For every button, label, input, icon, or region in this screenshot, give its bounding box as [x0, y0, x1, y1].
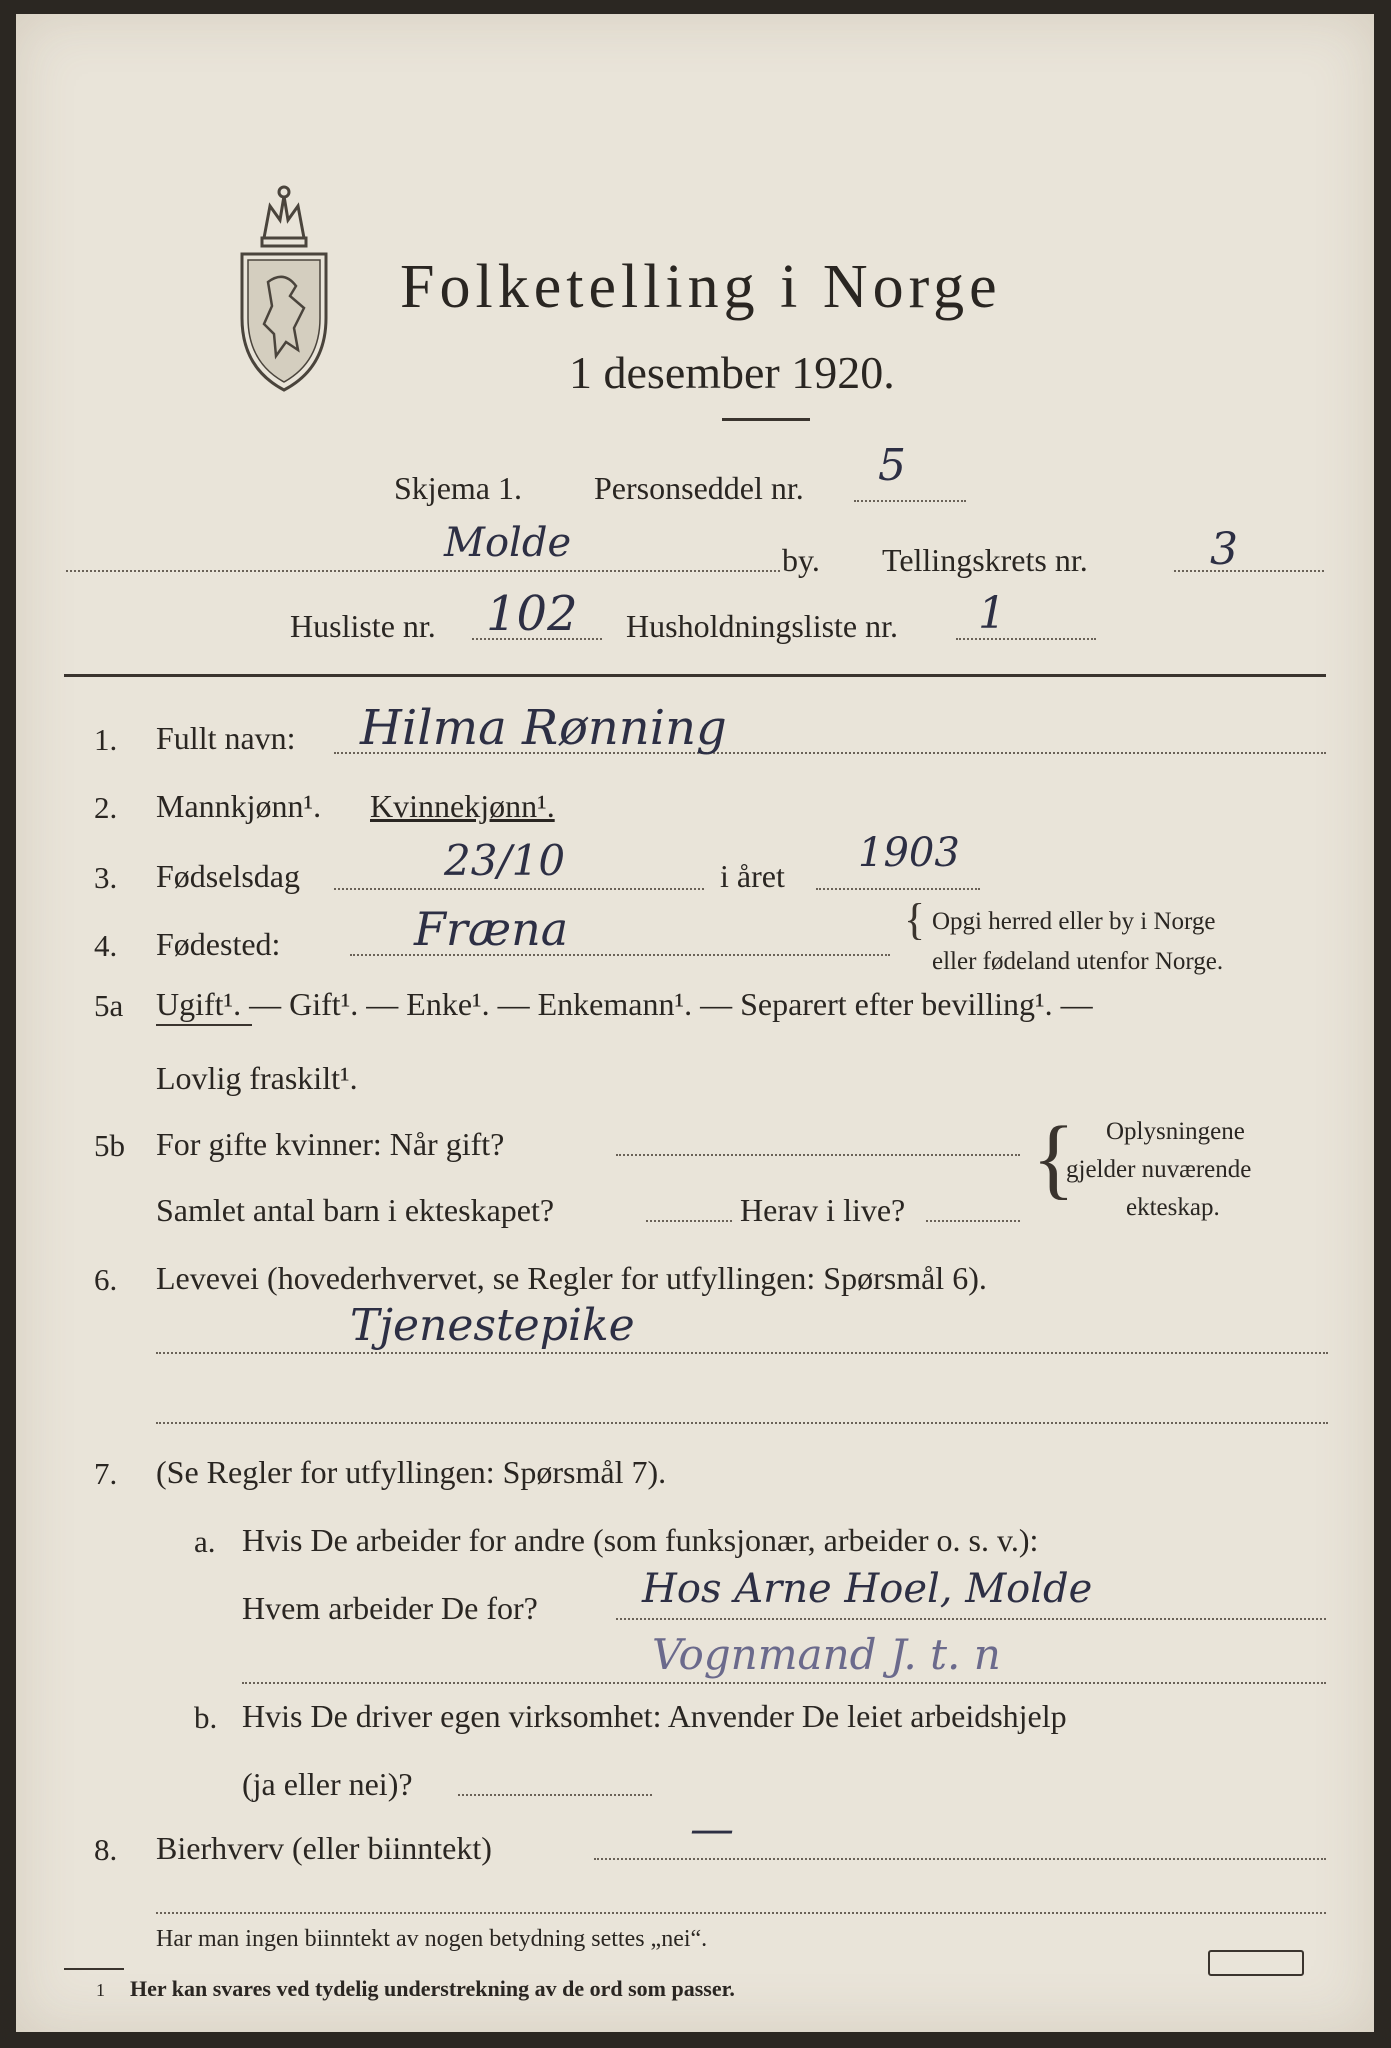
q5a-number: 5a: [94, 988, 124, 1023]
q4-brace: {: [904, 895, 926, 944]
q7a-line: [616, 1618, 1326, 1620]
husliste-label: Husliste nr.: [290, 608, 436, 644]
form-date: 1 desember 1920.: [569, 347, 895, 398]
q4-number: 4.: [94, 928, 118, 963]
husholdning-value[interactable]: 1: [978, 588, 1006, 639]
footnote-divider: [64, 1968, 124, 1970]
skjema-label: Skjema 1.: [394, 470, 522, 506]
personseddel-value[interactable]: 5: [878, 440, 906, 491]
q5b-brace: {: [1032, 1109, 1076, 1208]
form-title: Folketelling i Norge: [400, 253, 1002, 321]
footnote-text: Her kan svares ved tydelig understrekning av de ord som passer.: [130, 1976, 735, 2001]
q6-number: 6.: [94, 1262, 118, 1297]
q5b-label-1: For gifte kvinner: Når gift?: [156, 1126, 505, 1162]
husholdning-label: Husholdningsliste nr.: [626, 608, 899, 644]
q7-label: (Se Regler for utfyllingen: Spørsmål 7).: [156, 1454, 667, 1490]
q6-label: Levevei (hovederhvervet, se Regler for utfyllingen: Spørsmål 6).: [156, 1260, 987, 1296]
q5a-options-2[interactable]: Lovlig fraskilt¹.: [156, 1060, 358, 1096]
by-value[interactable]: Molde: [444, 520, 572, 566]
q5b-line-2[interactable]: [646, 1220, 732, 1222]
q5b-note-3: ekteskap.: [1126, 1194, 1220, 1221]
by-label: by.: [782, 542, 820, 578]
q2-male[interactable]: Mannkjønn¹.: [156, 788, 322, 824]
q7a-number: a.: [194, 1524, 216, 1559]
q5b-label-2: Samlet antal barn i ekteskapet?: [156, 1192, 555, 1228]
q8-line-2: [156, 1912, 1326, 1914]
title-divider: [722, 418, 810, 421]
husholdning-line: [956, 638, 1096, 640]
q4-note-1: Opgi herred eller by i Norge: [932, 908, 1216, 935]
q6-line-2: [156, 1422, 1328, 1424]
q5b-number: 5b: [94, 1128, 125, 1163]
footer-note: Har man ingen biinntekt av nogen betydning settes „nei“.: [156, 1926, 708, 1952]
q7a-value[interactable]: Hos Arne Hoel, Molde: [642, 1566, 1093, 1612]
q8-number: 8.: [94, 1832, 118, 1867]
q5b-line-1[interactable]: [616, 1154, 1020, 1156]
q1-number: 1.: [94, 722, 118, 757]
q3-value[interactable]: 23/10: [444, 836, 566, 885]
q3-line: [334, 888, 704, 890]
q5b-line-3[interactable]: [926, 1220, 1020, 1222]
q4-value[interactable]: Fræna: [414, 902, 569, 956]
q3-year-line: [816, 888, 980, 890]
q8-value[interactable]: —: [690, 1804, 734, 1855]
header-divider: [64, 674, 1326, 677]
q5b-note-1: Oplysningene: [1106, 1118, 1245, 1145]
q7a-line-2: Hvem arbeider De for?: [242, 1590, 538, 1626]
q7a-line-extra: [242, 1682, 1326, 1684]
q5b-note-2: gjelder nuværende: [1066, 1156, 1252, 1183]
q3-year-value[interactable]: 1903: [858, 830, 960, 876]
q5b-label-3: Herav i live?: [740, 1192, 906, 1228]
personseddel-label: Personseddel nr.: [594, 470, 804, 506]
tellingskrets-value[interactable]: 3: [1210, 524, 1238, 575]
personseddel-line: [854, 500, 966, 502]
q8-line: [594, 1858, 1326, 1860]
q6-value[interactable]: Tjenestepike: [350, 1300, 635, 1351]
footnote-number: 1: [96, 1980, 105, 2000]
q3-label: Fødselsdag: [156, 858, 300, 894]
by-line: [66, 570, 780, 572]
coat-of-arms-icon: [224, 178, 344, 398]
q5a-options[interactable]: Ugift¹. — Gift¹. — Enke¹. — Enkemann¹. — Separert efter bevilling¹. —: [156, 986, 1093, 1022]
printer-stamp: [1208, 1950, 1304, 1976]
q5a-underline: [156, 1024, 252, 1026]
q7-number: 7.: [94, 1456, 118, 1491]
q6-line-1: [156, 1352, 1328, 1354]
q7a-value-2[interactable]: Vognmand J. t. n: [652, 1630, 1001, 1679]
census-form: [16, 14, 1374, 2032]
q2-number: 2.: [94, 790, 118, 825]
q7b-line[interactable]: [458, 1794, 652, 1796]
q3-number: 3.: [94, 860, 118, 895]
q7b-line-1: Hvis De driver egen virksomhet: Anvender De leiet arbeidshjelp: [242, 1698, 1067, 1734]
husliste-value[interactable]: 102: [486, 586, 578, 642]
q7b-number: b.: [194, 1700, 218, 1735]
tellingskrets-line: [1174, 570, 1324, 572]
q7b-line-2: (ja eller nei)?: [242, 1766, 413, 1802]
q7a-line-1: Hvis De arbeider for andre (som funksjonær, arbeider o. s. v.):: [242, 1522, 1039, 1558]
q4-note-2: eller fødeland utenfor Norge.: [932, 948, 1224, 975]
q1-value[interactable]: Hilma Rønning: [360, 700, 727, 756]
q3-year-label: i året: [720, 858, 785, 894]
q1-label: Fullt navn:: [156, 720, 296, 756]
q2-female[interactable]: Kvinnekjønn¹.: [370, 788, 555, 824]
tellingskrets-label: Tellingskrets nr.: [882, 542, 1088, 578]
q8-label: Bierhverv (eller biinntekt): [156, 1830, 492, 1866]
q4-label: Fødested:: [156, 926, 281, 962]
